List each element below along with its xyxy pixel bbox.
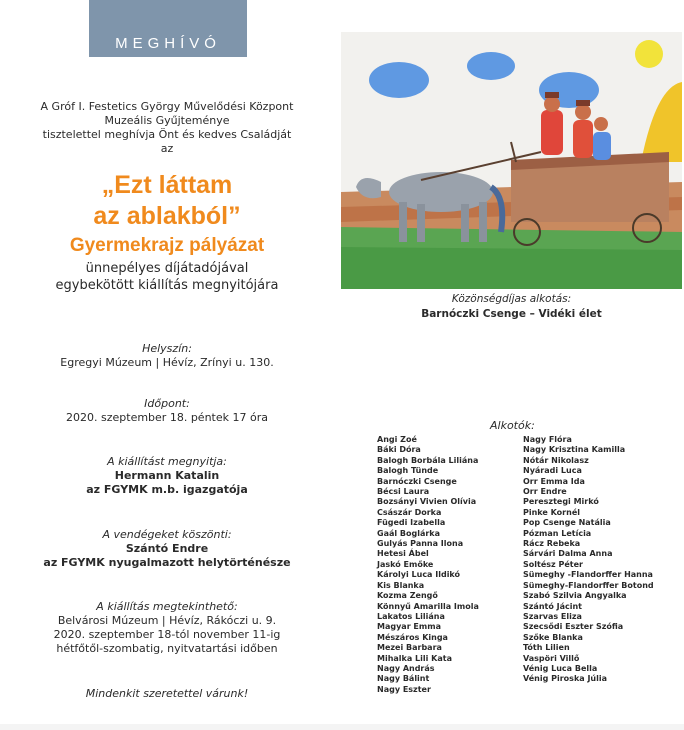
time-label: Időpont: — [144, 397, 190, 410]
artist-name: Pózman Letícia — [523, 528, 592, 538]
artist-name: Hetesi Ábel — [377, 549, 429, 559]
greeter-role: az FGYMK nyugalmazott helytörténésze — [43, 556, 291, 569]
title-line: „Ezt láttam — [101, 171, 233, 199]
viewing-line: 2020. szeptember 18-tól november 11-ig — [53, 628, 281, 641]
artist-name: Könnyű Amarilla Imola — [377, 601, 479, 611]
desc-line: egybekötött kiállítás megnyitójára — [55, 278, 279, 293]
viewing-line: Belvárosi Múzeum | Hévíz, Rákóczi u. 9. — [57, 614, 277, 627]
greeter-block — [0, 528, 334, 570]
artist-name: Nótár Nikolasz — [523, 455, 589, 465]
venue-value: Egregyi Múzeum | Hévíz, Zrínyi u. 130. — [60, 356, 274, 369]
artist-name: Soltész Péter — [523, 559, 583, 569]
drawing-illustration — [341, 32, 682, 289]
artist-name: Peresztegi Mirkó — [523, 497, 599, 507]
artist-name: Orr Endre — [523, 487, 567, 497]
artist-name: Nagy Bálint — [377, 674, 430, 684]
artists-label: Alkotók: — [490, 419, 535, 432]
intro-line: az — [160, 142, 174, 155]
artist-name: Lakatos Liliána — [377, 611, 445, 621]
award-label: Közönségdíjas alkotás: — [451, 293, 572, 305]
artist-name: Szántó Jácint — [523, 601, 582, 611]
artist-name: Fügedi Izabella — [377, 518, 446, 528]
artist-name: Vénig Luca Bella — [523, 663, 598, 673]
venue-label: Helyszín: — [142, 342, 192, 355]
artist-name: Nyáradi Luca — [523, 466, 582, 476]
footer-bar — [0, 724, 684, 730]
childrens-drawing-image — [341, 32, 682, 289]
intro-line: A Gróf I. Festetics György Művelődési Központ — [40, 100, 294, 113]
greeter-name: Szántó Endre — [125, 542, 209, 555]
viewing-line: hétfőtől-szombatig, nyitvatartási időben — [56, 642, 278, 655]
artist-name: Szőke Blanka — [523, 632, 583, 642]
artist-name: Szarvas Eliza — [523, 611, 582, 621]
artists-column-right — [523, 435, 654, 685]
artist-name: Pinke Kornél — [523, 507, 580, 517]
artist-name: Angi Zoé — [377, 435, 417, 444]
banner-text: MEGHÍVÓ — [115, 35, 221, 52]
artist-name: Pop Csenge Natália — [523, 518, 611, 528]
artist-name: Sárvári Dalma Anna — [523, 549, 613, 559]
artist-name: Kozma Zengő — [377, 591, 438, 601]
title-line: az ablakból” — [93, 202, 241, 230]
artists-column-left — [377, 435, 479, 695]
artist-name: Jaskó Emőke — [377, 559, 434, 569]
artist-name: Mészáros Kinga — [377, 632, 448, 642]
greeter-label: A vendégeket köszönti: — [102, 528, 232, 541]
event-subtitle: Gyermekrajz pályázat — [69, 235, 265, 256]
opener-block — [0, 455, 334, 497]
artist-name: Tóth Lilien — [523, 643, 570, 653]
artist-name: Kis Blanka — [377, 580, 425, 590]
artist-name: Nagy Krisztina Kamilla — [523, 445, 626, 455]
event-description — [0, 260, 334, 294]
artist-name: Báki Dóra — [377, 445, 421, 455]
artist-name: Bécsi Laura — [377, 487, 430, 497]
venue-block — [0, 342, 334, 370]
award-work: Barnóczki Csenge – Vidéki élet — [421, 308, 602, 320]
artist-name: Nagy Flóra — [523, 435, 572, 444]
artist-name: Balogh Tünde — [377, 466, 439, 476]
artist-name: Sümeghy -Flandorffer Hanna — [523, 570, 653, 580]
artist-name: Mezei Barbara — [377, 643, 442, 653]
artist-name: Sümeghy-Flandorffer Botond — [523, 580, 654, 590]
artist-name: Barnóczki Csenge — [377, 476, 457, 486]
viewing-block — [0, 600, 334, 656]
artist-name: Magyar Emma — [377, 622, 441, 632]
artist-name: Császár Dorka — [377, 507, 442, 517]
viewing-label: A kiállítás megtekinthető: — [96, 600, 238, 613]
intro-line: tisztelettel meghívja Önt és kedves Családját — [42, 128, 292, 141]
time-value: 2020. szeptember 18. péntek 17 óra — [66, 411, 268, 424]
artist-name: Mihalka Lili Kata — [377, 653, 452, 663]
invitation-banner — [89, 0, 247, 57]
artist-name: Szecsődi Eszter Szófia — [523, 622, 624, 632]
artist-name: Vaspöri Villő — [523, 653, 580, 663]
closing-text: Mindenkit szeretettel várunk! — [85, 687, 249, 700]
artist-name: Nagy András — [377, 663, 435, 673]
artist-name: Szabó Szilvia Angyalka — [523, 591, 627, 601]
desc-line: ünnepélyes díjátadójával — [85, 261, 249, 276]
artist-name: Vénig Piroska Júlia — [523, 674, 607, 684]
artist-name: Nagy Eszter — [377, 684, 431, 694]
artist-name: Gaál Boglárka — [377, 528, 441, 538]
opener-role: az FGYMK m.b. igazgatója — [86, 483, 248, 496]
intro-text — [0, 100, 334, 156]
intro-line: Muzeális Gyűjteménye — [104, 114, 230, 127]
artist-name: Rácz Rebeka — [523, 539, 581, 549]
event-title — [0, 170, 334, 232]
artist-name: Orr Emma Ida — [523, 476, 585, 486]
opener-label: A kiállítást megnyitja: — [107, 455, 227, 468]
time-block — [0, 397, 334, 425]
artist-name: Károlyi Luca Ildikó — [377, 570, 461, 580]
opener-name: Hermann Katalin — [114, 469, 220, 482]
artist-name: Bozsányi Vivien Olívia — [377, 497, 477, 507]
artist-name: Balogh Borbála Liliána — [377, 455, 479, 465]
artist-name: Gulyás Panna Ilona — [377, 539, 464, 549]
